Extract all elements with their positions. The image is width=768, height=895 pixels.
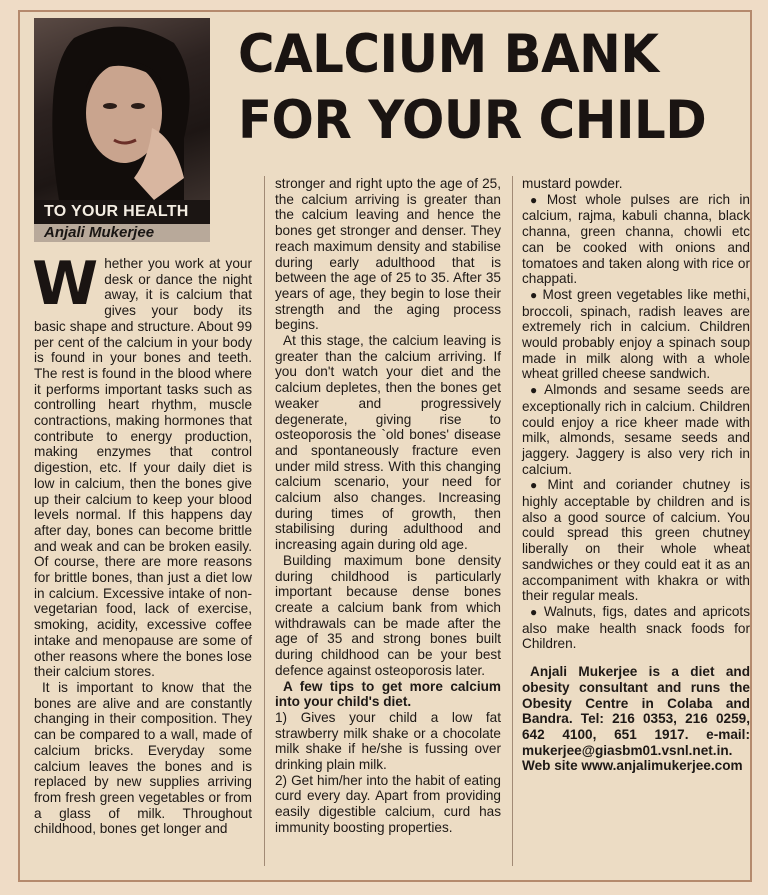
paragraph: At this stage, the calcium leaving is greater than the calcium arriving. If you don't watch your diet and the calcium depletes, then the bones get weaker and progressively degenerate, giving rise to osteoporosis the `old bones' disease and spontaneously fracture even under mild stress. With this changing calcium scenario, your need for calcium also changes. Increasing during times of growth, then stabilising during adulthood and increasing again during old age.	[275, 333, 501, 553]
paragraph: It is important to know that the bones are alive and are constantly changing in their composition. They can be compared to a wall, made of calcium bricks. Everyday some calcium leaves the bones and is replaced by new supplies arriving from fresh green vegetables or from a glass of milk. Throughout childhood, bones get longer and	[34, 679, 252, 837]
article-column-3	[522, 176, 750, 774]
column-name: TO YOUR HEALTH	[34, 200, 210, 224]
paragraph	[32, 249, 252, 680]
headline-line-2: FOR YOUR CHILD	[238, 90, 707, 151]
paragraph: stronger and right upto the age of 25, the calcium arriving is greater than the calcium leaving and hence the bones get stronger and denser. They reach maximum density and stabilise during early adulthood that is between the age of 25 to 35. After 35 years of age, they begin to lose their strength and the aging process begins.	[275, 176, 501, 333]
paragraph-text: hether you work at your desk or dance the night away, it is calcium that gives your body its basic shape and structure. About 99 per cent of the calcium in your body is found in your bones and teeth. The rest is found in the blood where it performs important tasks such as controlling heart rhythm, muscle contractions, making hormones that contribute to energy production, making enzymes that control digestion, etc. If your daily diet is low in calcium, then the bones give up their calcium to keep your blood levels normal. If this happens day after day, bones can become brittle and weak and can be broken easily. Of course, there are more reasons for brittle bones, than just a diet low in calcium. Excessive intake of non-vegetarian food, lack of exercise, smoking, acidity, excessive coffee intake and menopause are some of other reasons where the bones lose their calcium stores.	[34, 256, 252, 680]
headline-line-1: CALCIUM BANK	[238, 24, 659, 85]
bullet-item: ● Walnuts, figs, dates and apricots also make health snack foods for Children.	[522, 604, 750, 652]
column-author: Anjali Mukerjee	[34, 224, 210, 242]
author-bio: Anjali Mukerjee is a diet and obesity consultant and runs the Obesity Centre in Colaba and Bandra. Tel: 216 0353, 216 0259, 642 4100, 651 1917. e-mail: mukerjee@giasbm01.vsnl.net.in. Web site www.anjalimukerjee.com	[522, 664, 750, 774]
column-divider	[512, 176, 513, 866]
bullet-item: ● Most whole pulses are rich in calcium, rajma, kabuli channa, black channa, green channa, chowli etc can be cooked with onions and tomatoes and taken along with rice or chappati.	[522, 192, 750, 287]
author-photo	[34, 18, 210, 200]
bullet-item: ● Most green vegetables like methi, broccoli, spinach, radish leaves are extremely rich in calcium. Children would probably enjoy a spinach soup made in milk along with a whole wheat grilled cheese sandwich.	[522, 287, 750, 382]
drop-cap: W	[32, 249, 99, 319]
column-label	[34, 200, 210, 242]
column-divider	[264, 176, 265, 866]
paragraph: Building maximum bone density during childhood is particularly important because dense bones create a calcium bank from which withdrawals can be made after the age of 35 and strong bones built during childhood can be your best defence against osteoporosis later.	[275, 552, 501, 678]
tips-heading: A few tips to get more calcium into your child's diet.	[275, 678, 501, 710]
tip-item: 2) Get him/her into the habit of eating curd every day. Apart from providing easily digestible calcium, curd has immunity boosting properties.	[275, 772, 501, 835]
article-column-1	[32, 249, 252, 837]
tip-item: 1) Gives your child a low fat strawberry milk shake or a chocolate milk shake if he/she is fussing over drinking plain milk.	[275, 709, 501, 773]
paragraph: mustard powder.	[522, 176, 623, 191]
bullet-item: ● Almonds and sesame seeds are exceptionally rich in calcium. Children could enjoy a rice kheer made with milk, almonds, sesame seeds and jaggery. Jaggery is also very rich in calcium.	[522, 382, 750, 477]
bullet-item: ● Mint and coriander chutney is highly acceptable by children and is also a good source of calcium. You could spread this green chutney liberally on their whole wheat sandwiches or they could eat it as an accompaniment with khakra or with their regular meals.	[522, 477, 750, 604]
article-column-2	[275, 176, 501, 836]
headline	[238, 22, 721, 154]
